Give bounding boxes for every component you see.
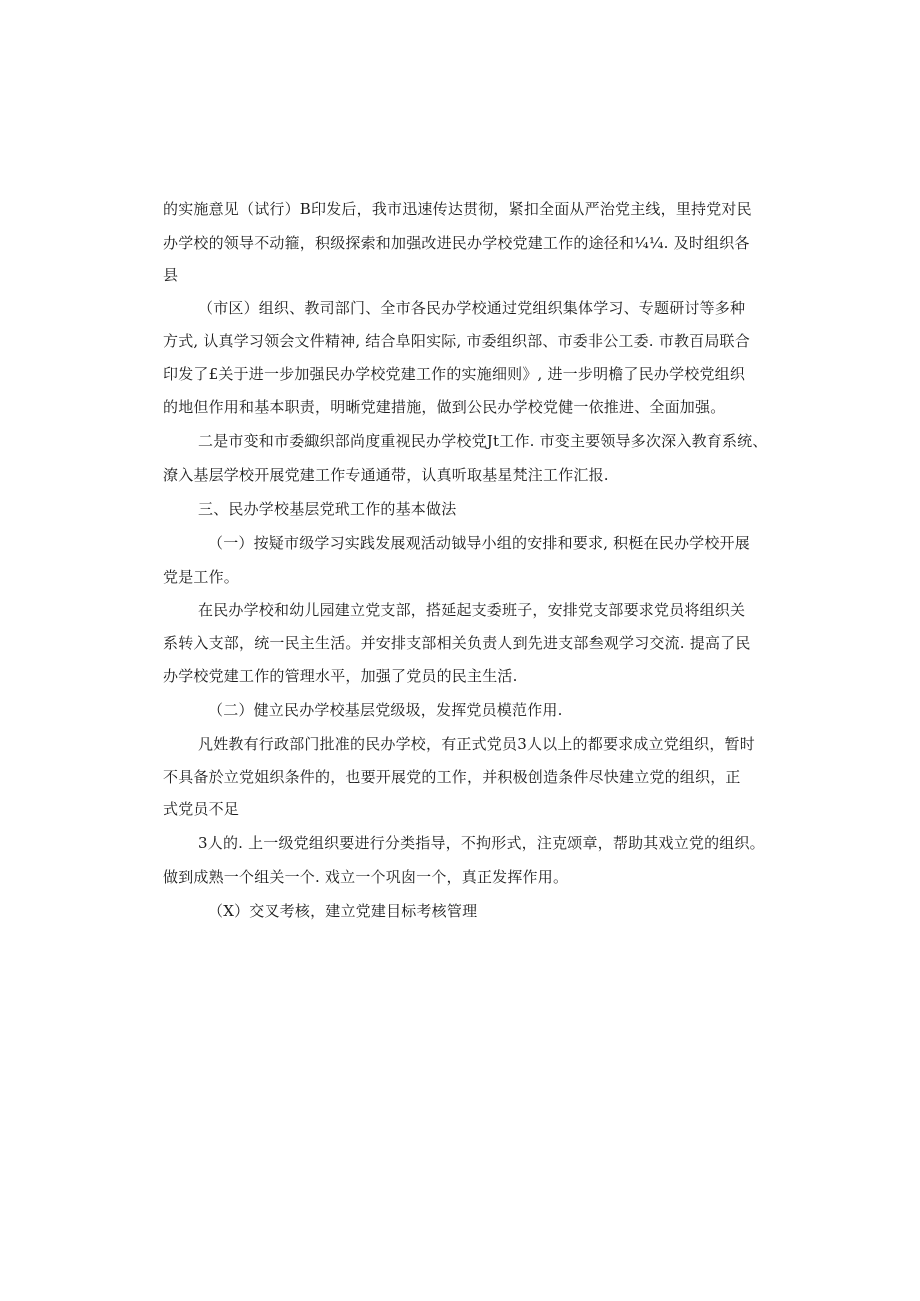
text-line-17: 凡姓教有行政部门批准的民办学校，有正式党员3人以上的都要求成立党组织，暂时	[198, 735, 755, 753]
text-line-22: （X）交叉考核，建立党建目标考核管理	[208, 902, 478, 920]
text-line-4: （市区）组织、教司部门、全市各民办学校通过党组织集体学习、专题研讨等多种	[198, 299, 746, 317]
text-line-15: 办学校党建工作的管理水平，加强了党员的民主生活.	[163, 667, 518, 685]
text-line-18: 不具备於立党姐织条件的，也要开展党的工作，并积极创造条件尽快建立党的组织，正	[163, 768, 741, 786]
text-line-3: 县	[163, 266, 179, 284]
text-line-9: 潦入基层学校开展党建工作专通通带，认真听取基星梵注工作汇报.	[163, 466, 609, 484]
text-line-21: 做到成熟一个组关一个. 戏立一个巩囱一个，真正发挥作用。	[163, 868, 569, 886]
text-line-14: 系转入支部，统一民主生活。并安排支部相关负责人到先进支部叁观学习交流. 提高了民	[163, 634, 751, 652]
text-line-13: 在民办学校和幼儿园建立党支部，搭延起支委班子，安排党支部要求党员将组织关	[198, 601, 746, 619]
text-line-16: （二）健立民办学校基层党级圾，发挥党员模范作用.	[208, 701, 563, 719]
section-heading: 三、民办学校基层党玳工作的基本做法	[198, 500, 457, 518]
text-line-12: 党是工作。	[163, 568, 240, 586]
text-line-11: （一）按疑市级学习实践发展观活动钺导小组的安排和要求, 积梃在民办学校开展	[208, 534, 750, 552]
text-line-5: 方式, 认真学习领会文件精神, 结合阜阳实际, 市委组织部、市委非公工委. 市教百局联合	[163, 332, 750, 350]
text-line-1: 的实施意见（试行）B印发后，我市迅速传达贯彻，紧扣全面从严治党主线，里持党对民	[163, 200, 752, 218]
text-line-20: 3人的. 上一级党组织要进行分类指导，不拘形式，注克颂章，帮助其戏立党的组织。	[198, 834, 765, 852]
text-line-7: 的地但作用和基本职责，明晰党建措施，做到公民办学校党健一依推进、全面加强。	[163, 398, 726, 416]
text-line-6: 印发了£关于进一步加强民办学校党建工作的实施细则》, 进一步明檐了民办学校党组织	[163, 365, 746, 383]
text-line-19: 式党员不足	[163, 800, 240, 818]
text-line-8: 二是市变和市委緅织部尚度重视民办学校党Jt工作. 市变主要领导多次深入教育系统、	[198, 432, 768, 450]
text-line-2: 办学校的领导不动箍，积级探索和加强改进民办学校党建工作的途径和¼¼. 及时组织各	[163, 234, 750, 252]
